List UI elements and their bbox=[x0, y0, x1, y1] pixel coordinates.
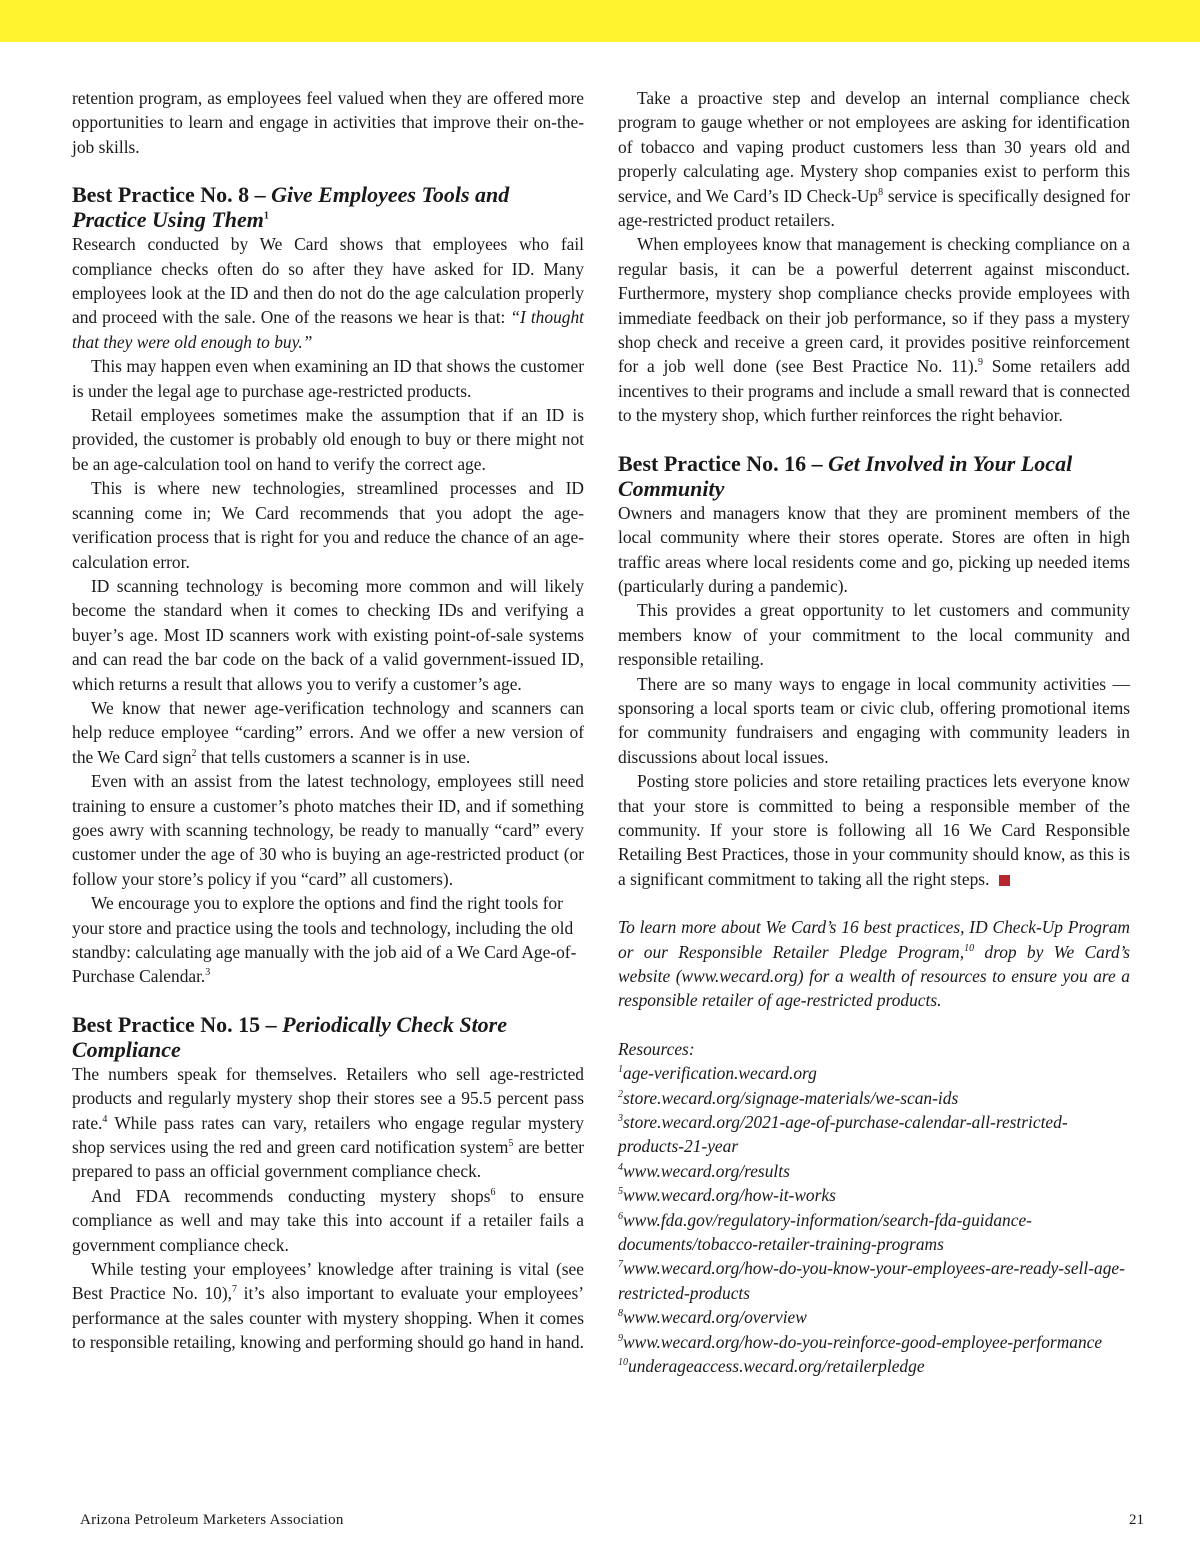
resource-item[interactable]: $^6$www.fda.gov/regulatory-information/search-fda-guidance-documents/tobacco-retailer-training-programs bbox=[618, 1209, 1032, 1255]
resource-url[interactable]: www.fda.gov/regulatory-information/search-fda-guidance-documents/tobacco-retailer-training-programs bbox=[618, 1209, 1032, 1255]
bp8-paragraph-1: Research conducted by We Card shows that employees who fail compliance checks often do so after they have asked for ID. Many employees look at the ID and then do not do the age calculation properly and proceed with the sale. One of the reasons we hear is that: “I thought that they were old enough to buy.” bbox=[72, 234, 584, 352]
bp8-paragraph-7: Even with an assist from the latest technology, employees still need training to ensure a customer’s photo matches their ID, and if something goes awry with scanning technology, be ready to manually “card” every customer under the age of 30 who is buying an age-restricted product (or follow your store’s policy if you “card” all customers). bbox=[72, 771, 584, 889]
resource-item[interactable]: $^8$www.wecard.org/overview bbox=[618, 1307, 807, 1328]
resource-url[interactable]: www.wecard.org/overview bbox=[623, 1307, 807, 1328]
bp8-paragraph-4: This is where new technologies, streamlined processes and ID scanning come in; We Card recommends that you adopt the age-verification process that is right for you and reduce the chance of an age-calculation error. bbox=[72, 478, 584, 572]
bp8-heading: Best Practice No. 8 – Give Employees Tools and Practice Using Them$^1$ bbox=[72, 182, 510, 233]
bp8-paragraph-8: We encourage you to explore the options and find the right tools for your store and practice using the tools and technology, including the old standby: calculating age manually with the job aid of a We Card Age-of-Purchase Calendar.$^3$ bbox=[72, 893, 577, 987]
resource-url[interactable]: store.wecard.org/2021-age-of-purchase-calendar-all-restricted-products-21-year bbox=[618, 1112, 1068, 1157]
resource-item[interactable]: $^5$www.wecard.org/how-it-works bbox=[618, 1185, 836, 1206]
bp15-paragraph-3: While testing your employees’ knowledge after training is vital (see Best Practice No. 10),$^7$ it’s also important to evaluate your employees’ performance at the sales counter with mystery shopping. When it comes to responsible retailing, knowing and performing should go hand in hand. bbox=[72, 1259, 585, 1353]
top-color-bar bbox=[0, 0, 1200, 42]
resource-item[interactable]: $^7$www.wecard.org/how-do-you-know-your-employees-are-ready-sell-age-restricted-products bbox=[618, 1258, 1125, 1303]
bp15-paragraph-1: The numbers speak for themselves. Retailers who sell age-restricted products and regularly mystery shop their stores see a 95.5 percent pass rate.$^4$ While pass rates can vary, retailers who engage regular mystery shop services using the red and green card notification system$^5$ are better prepared to pass an official government compliance check. bbox=[72, 1063, 585, 1182]
resource-url[interactable]: www.wecard.org/results bbox=[623, 1160, 790, 1181]
bp8-paragraph-5: ID scanning technology is becoming more common and will likely become the standard when it comes to checking IDs and verifying a buyer’s age. Most ID scanners work with existing point-of-sale systems and can read the bar code on the back of a valid government-issued ID, which returns a result that allows you to verify a customer’s age. bbox=[72, 575, 584, 694]
resources-list bbox=[618, 1037, 1130, 1379]
learn-more-paragraph: To learn more about We Card’s 16 best practices, ID Check-Up Program or our Responsible Retailer Pledge Program,$^{10}$ drop by We Card’s website (www.wecard.org) for a wealth of resources to ensure you are a responsible retailer of age-restricted products. bbox=[618, 917, 1130, 1011]
footer-page-number: 21 bbox=[1129, 1512, 1144, 1528]
bp16-heading: Best Practice No. 16 – Get Involved in Your Local Community bbox=[618, 450, 1073, 501]
bp15-paragraph-4: Take a proactive step and develop an internal compliance check program to gauge whether or not employees are asking for identification of tobacco and vaping product customers less than 30 years old and properly calculating age. Mystery shop companies exist to perform this service, and We Card’s ID Check-Up$^8$ service is specifically designed for age-restricted product retailers. bbox=[618, 88, 1131, 231]
bp8-paragraph-6: We know that newer age-verification technology and scanners can help reduce employee “carding” errors. And we offer a new version of the We Card sign$^2$ that tells customers a scanner is in use. bbox=[72, 697, 584, 767]
left-column bbox=[72, 86, 584, 1355]
resources-title: Resources: bbox=[618, 1038, 695, 1059]
bp16-paragraph-2: This provides a great opportunity to let customers and community members know of your commitment to the local community and responsible retailing. bbox=[618, 600, 1130, 670]
bp8-paragraph-3: Retail employees sometimes make the assumption that if an ID is provided, the customer is probably old enough to buy or there might not be an age-calculation tool on hand to verify the correct age. bbox=[72, 405, 584, 474]
resource-url[interactable]: underageaccess.wecard.org/retailerpledge bbox=[628, 1356, 925, 1377]
resources-items bbox=[618, 1061, 1130, 1378]
right-column bbox=[618, 86, 1130, 1379]
bp15-paragraph-2: And FDA recommends conducting mystery shops$^6$ to ensure compliance as well and may take this into account if a retailer fails a government compliance check. bbox=[72, 1185, 584, 1255]
resource-item[interactable]: $^3$store.wecard.org/2021-age-of-purchase-calendar-all-restricted-products-21-year bbox=[618, 1112, 1068, 1157]
resource-url[interactable]: age-verification.wecard.org bbox=[623, 1063, 817, 1084]
resource-item[interactable]: $^1$age-verification.wecard.org bbox=[618, 1063, 817, 1084]
intro-paragraph: retention program, as employees feel valued when they are offered more opportunities to learn and engage in activities that improve their on-the-job skills. bbox=[72, 88, 584, 157]
resource-item[interactable]: $^4$www.wecard.org/results bbox=[618, 1160, 790, 1181]
bp15-heading: Best Practice No. 15 – Periodically Check Store Compliance bbox=[72, 1011, 508, 1062]
bp8-paragraph-2: This may happen even when examining an ID that shows the customer is under the legal age to purchase age-restricted products. bbox=[72, 356, 584, 401]
end-of-article-mark bbox=[999, 875, 1010, 886]
bp16-paragraph-1: Owners and managers know that they are prominent members of the local community where their stores operate. Stores are often in high traffic areas where local residents come and go, picking up needed items (particularly during a pandemic). bbox=[618, 502, 1130, 596]
bp16-paragraph-3: There are so many ways to engage in local community activities — sponsoring a local sports team or civic club, offering promotional items for community fundraisers and engaging with community leaders in discussions about local issues. bbox=[618, 673, 1130, 767]
resource-url[interactable]: www.wecard.org/how-do-you-reinforce-good-employee-performance bbox=[623, 1331, 1103, 1352]
bp15-paragraph-5: When employees know that management is checking compliance on a regular basis, it can be a powerful deterrent against misconduct. Furthermore, mystery shop compliance checks provide employees with immediate feedback on their job performance, so if they pass a mystery shop check and receive a green card, it provides positive reinforcement for a job well done (see Best Practice No. 11).$^9$ Some retailers add incentives to their programs and include a small reward that is connected to the mystery shop, which further reinforces the right behavior. bbox=[618, 234, 1130, 426]
resource-item[interactable]: $^{10}$underageaccess.wecard.org/retailerpledge bbox=[618, 1356, 925, 1377]
resource-url[interactable]: www.wecard.org/how-it-works bbox=[623, 1185, 836, 1206]
resource-item[interactable]: $^2$store.wecard.org/signage-materials/we-scan-ids bbox=[618, 1087, 959, 1108]
footer-publisher: Arizona Petroleum Marketers Association bbox=[80, 1512, 344, 1528]
resource-item[interactable]: $^9$www.wecard.org/how-do-you-reinforce-good-employee-performance bbox=[618, 1331, 1103, 1352]
resource-url[interactable]: store.wecard.org/signage-materials/we-scan-ids bbox=[623, 1087, 959, 1108]
resource-url[interactable]: www.wecard.org/how-do-you-know-your-employees-are-ready-sell-age-restricted-products bbox=[618, 1258, 1125, 1303]
bp16-paragraph-4: Posting store policies and store retailing practices lets everyone know that your store is committed to being a responsible member of the community. If your store is following all 16 We Card Responsible Retailing Best Practices, those in your community should know, as this is a significant commitment to taking all the right steps. bbox=[618, 771, 1130, 889]
